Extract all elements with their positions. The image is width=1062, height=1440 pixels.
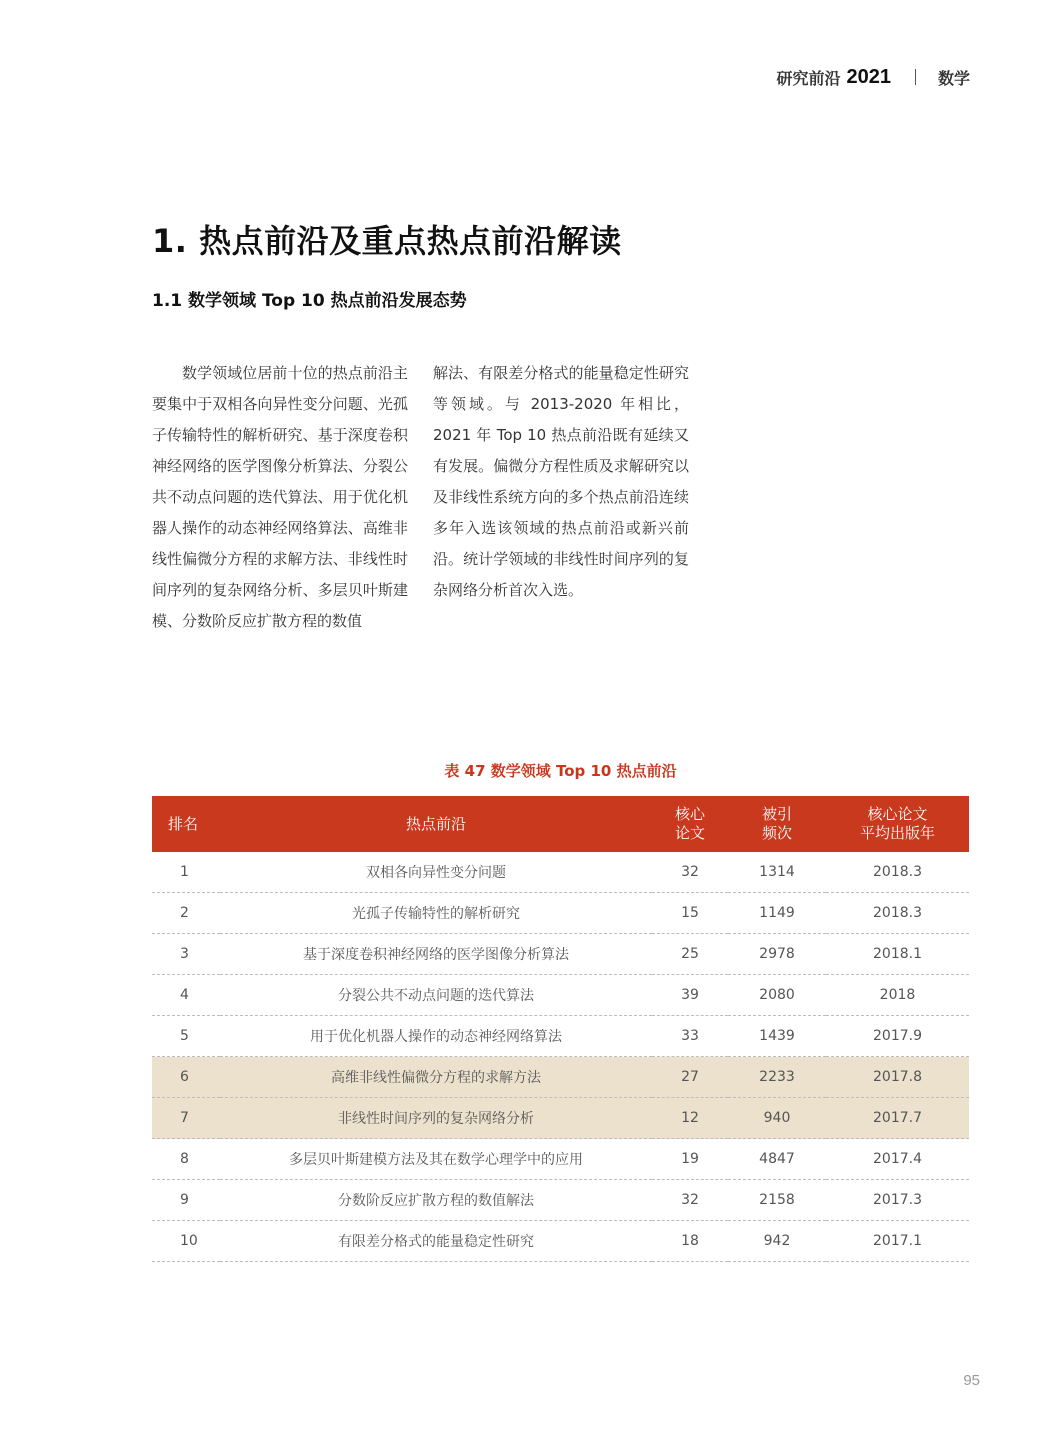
cell-front: 用于优化机器人操作的动态神经网络算法: [220, 1016, 652, 1057]
cell-rank: 3: [152, 934, 220, 975]
cell-rank: 10: [152, 1221, 220, 1262]
table-row: [152, 1180, 969, 1221]
cell-cites: 1149: [728, 893, 826, 934]
table-row: [152, 1139, 969, 1180]
table-header-row: [152, 796, 969, 852]
cell-year: 2017.8: [826, 1057, 969, 1098]
table-caption: 表 47 数学领域 Top 10 热点前沿: [444, 762, 677, 780]
cell-front: 分数阶反应扩散方程的数值解法: [220, 1180, 652, 1221]
cell-year: 2017.9: [826, 1016, 969, 1057]
header-front: 热点前沿: [220, 796, 652, 852]
cell-front: 多层贝叶斯建模方法及其在数学心理学中的应用: [220, 1139, 652, 1180]
header-field: 数学: [937, 68, 970, 88]
table-row-highlighted: [152, 1057, 969, 1098]
cell-year: 2018: [826, 975, 969, 1016]
section-heading: 1. 热点前沿及重点热点前沿解读: [152, 222, 622, 260]
subsection-heading: 1.1 数学领域 Top 10 热点前沿发展态势: [152, 291, 467, 311]
cell-cites: 2080: [728, 975, 826, 1016]
cell-front: 双相各向异性变分问题: [220, 852, 652, 893]
cell-front: 非线性时间序列的复杂网络分析: [220, 1098, 652, 1139]
cell-core: 33: [652, 1016, 728, 1057]
header-rank: 排名: [152, 796, 220, 852]
cell-front: 光孤子传输特性的解析研究: [220, 893, 652, 934]
cell-cites: 940: [728, 1098, 826, 1139]
cell-core: 15: [652, 893, 728, 934]
cell-year: 2017.3: [826, 1180, 969, 1221]
header-year: 2021: [846, 65, 891, 88]
cell-cites: 942: [728, 1221, 826, 1262]
cell-cites: 1439: [728, 1016, 826, 1057]
cell-cites: 1314: [728, 852, 826, 893]
cell-year: 2017.1: [826, 1221, 969, 1262]
cell-core: 12: [652, 1098, 728, 1139]
cell-year: 2017.7: [826, 1098, 969, 1139]
cell-rank: 5: [152, 1016, 220, 1057]
cell-rank: 2: [152, 893, 220, 934]
table-row: [152, 1221, 969, 1262]
table-row: [152, 975, 969, 1016]
cell-core: 32: [652, 1180, 728, 1221]
cell-core: 25: [652, 934, 728, 975]
cell-front: 分裂公共不动点问题的迭代算法: [220, 975, 652, 1016]
cell-rank: 1: [152, 852, 220, 893]
header-divider: [915, 69, 916, 85]
header-mean-year: 核心论文 平均出版年: [826, 796, 969, 852]
cell-core: 32: [652, 852, 728, 893]
page-number: 95: [963, 1372, 980, 1389]
header-citations: 被引 频次: [728, 796, 826, 852]
cell-rank: 6: [152, 1057, 220, 1098]
cell-rank: 9: [152, 1180, 220, 1221]
cell-core: 27: [652, 1057, 728, 1098]
table-row: [152, 852, 969, 893]
cell-cites: 2158: [728, 1180, 826, 1221]
cell-core: 19: [652, 1139, 728, 1180]
cell-core: 18: [652, 1221, 728, 1262]
cell-front: 有限差分格式的能量稳定性研究: [220, 1221, 652, 1262]
body-column-right: 解法、有限差分格式的能量稳定性研究等领域。与 2013-2020 年相比，2021 年 Top 10 热点前沿既有延续又有发展。偏微分方程性质及求解研究以及非线性系统方向的多个热点前沿连续多年入选该领域的热点前沿或新兴前沿。统计学领域的非线性时间序列的复杂网络分析首次入选。: [433, 364, 689, 599]
cell-year: 2018.3: [826, 852, 969, 893]
table-row: [152, 934, 969, 975]
header-series: 研究前沿: [776, 68, 841, 88]
cell-year: 2017.4: [826, 1139, 969, 1180]
table-row: [152, 1016, 969, 1057]
cell-year: 2018.3: [826, 893, 969, 934]
table-row-highlighted: [152, 1098, 969, 1139]
cell-rank: 4: [152, 975, 220, 1016]
cell-front: 基于深度卷积神经网络的医学图像分析算法: [220, 934, 652, 975]
cell-front: 高维非线性偏微分方程的求解方法: [220, 1057, 652, 1098]
cell-cites: 2233: [728, 1057, 826, 1098]
body-column-left: 数学领域位居前十位的热点前沿主要集中于双相各向异性变分问题、光孤子传输特性的解析研究、基于深度卷积神经网络的医学图像分析算法、分裂公共不动点问题的迭代算法、用于优化机器人操作的动态神经网络算法、高维非线性偏微分方程的求解方法、非线性时间序列的复杂网络分析、多层贝叶斯建模、分数阶反应扩散方程的数值: [152, 364, 408, 630]
cell-year: 2018.1: [826, 934, 969, 975]
cell-cites: 4847: [728, 1139, 826, 1180]
cell-core: 39: [652, 975, 728, 1016]
running-header: [776, 64, 970, 90]
cell-rank: 8: [152, 1139, 220, 1180]
hot-fronts-table: [152, 796, 969, 1262]
cell-rank: 7: [152, 1098, 220, 1139]
cell-cites: 2978: [728, 934, 826, 975]
header-core-papers: 核心 论文: [652, 796, 728, 852]
table-row: [152, 893, 969, 934]
